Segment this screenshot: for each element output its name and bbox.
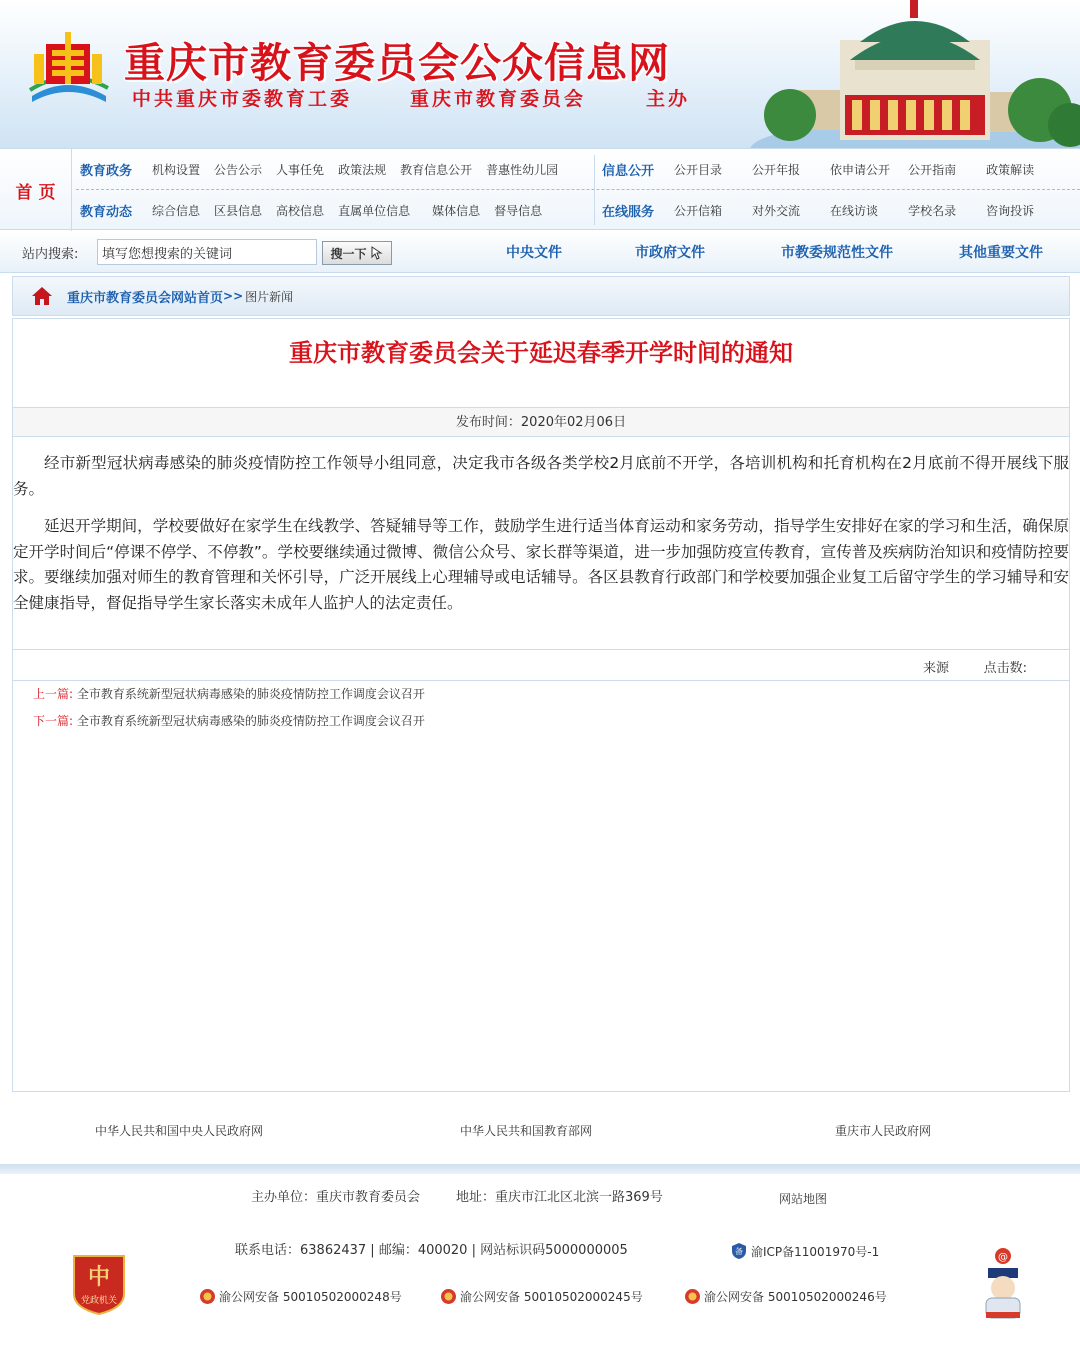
- police-emblem-icon: [684, 1288, 701, 1305]
- police-record-link-1[interactable]: [199, 1288, 402, 1305]
- footer-contact: 联系电话：63862437 | 邮编：400020 | 网站标识码5000000005: [235, 1243, 628, 1258]
- nav-link-announcements[interactable]: 公告公示: [214, 162, 263, 177]
- nav-link-school-directory[interactable]: 学校名录: [908, 203, 957, 218]
- education-logo-icon: [26, 26, 110, 108]
- shield-icon: [730, 1242, 748, 1260]
- party-gov-badge-icon: [70, 1250, 128, 1316]
- pointer-cursor-icon: [370, 246, 384, 260]
- link-ministry-education[interactable]: 中华人民共和国教育部网: [460, 1124, 593, 1138]
- next-article-link[interactable]: 全市教育系统新型冠状病毒感染的肺炎疫情防控工作调度会议召开: [76, 714, 425, 728]
- search-button[interactable]: [322, 241, 392, 265]
- nav-category-online-services[interactable]: 在线服务: [602, 204, 655, 220]
- nav-category-government-affairs[interactable]: 教育政务: [80, 163, 133, 179]
- nav-home[interactable]: 首 页: [0, 149, 72, 231]
- publish-date: 发布时间：2020年02月06日: [13, 407, 1069, 437]
- nav-column-divider: [594, 155, 595, 225]
- nav-link-public-catalog[interactable]: 公开目录: [674, 162, 723, 177]
- icp-record-link[interactable]: [730, 1242, 879, 1260]
- nav-link-university-info[interactable]: 高校信息: [276, 203, 325, 218]
- next-article: [33, 712, 425, 729]
- home-icon: [31, 286, 53, 306]
- nav-link-regulations[interactable]: 政策法规: [338, 162, 387, 177]
- main-navigation: [0, 148, 1080, 230]
- breadcrumb-separator: >>: [223, 289, 244, 303]
- sponsor-commission: 重庆市教育委员会: [410, 88, 587, 110]
- nav-link-annual-report[interactable]: 公开年报: [752, 162, 801, 177]
- nav-link-info-disclosure[interactable]: 教育信息公开: [400, 162, 473, 177]
- nav-link-apply-disclosure[interactable]: 依申请公开: [830, 162, 891, 177]
- nav-link-policy-interpretation[interactable]: 政策解读: [986, 162, 1035, 177]
- footer-sponsor: 主办单位：重庆市教育委员会: [251, 1190, 421, 1205]
- police-record-link-2[interactable]: [440, 1288, 643, 1305]
- nav-link-complaints[interactable]: 咨询投诉: [986, 203, 1035, 218]
- article-body: [13, 451, 1071, 628]
- badge-text: 党政机关: [80, 1296, 118, 1306]
- police-record-text: 渝公网安备 50010502000248号: [219, 1290, 402, 1304]
- sponsor-party: 中共重庆市委教育工委: [132, 88, 353, 110]
- cyber-police-icon: [978, 1246, 1028, 1322]
- link-central-government[interactable]: 中华人民共和国中央人民政府网: [95, 1124, 264, 1138]
- police-emblem-icon: [199, 1288, 216, 1305]
- prev-article: [33, 685, 425, 702]
- footer-divider: [0, 1164, 1080, 1174]
- nav-link-public-guide[interactable]: 公开指南: [908, 162, 957, 177]
- nav-category-info-public[interactable]: 信息公开: [602, 163, 655, 179]
- police-emblem-icon: [440, 1288, 457, 1305]
- police-record-link-3[interactable]: [684, 1288, 887, 1305]
- nav-link-appointments[interactable]: 人事任免: [276, 162, 325, 177]
- nav-row-online-services: [602, 190, 1048, 230]
- police-record-text: 渝公网安备 50010502000246号: [704, 1290, 887, 1304]
- doc-link-commission[interactable]: 市教委规范性文件: [781, 245, 893, 261]
- nav-category-education-news[interactable]: 教育动态: [80, 204, 133, 220]
- police-record-text: 渝公网安备 50010502000245号: [460, 1290, 643, 1304]
- nav-link-exchange[interactable]: 对外交流: [752, 203, 801, 218]
- nav-row-info-public: [602, 149, 1048, 189]
- friend-links: [0, 1112, 1080, 1152]
- nav-link-affiliated-info[interactable]: 直属单位信息: [338, 203, 411, 218]
- footer-address: 地址：重庆市江北区北滨一路369号: [456, 1190, 663, 1205]
- doc-link-central[interactable]: 中央文件: [506, 245, 562, 261]
- nav-row-government-affairs: [80, 149, 572, 189]
- click-count-label: 点击数:: [983, 661, 1027, 676]
- article-meta-bar: [13, 649, 1069, 681]
- cyber-police-badge[interactable]: [978, 1246, 1028, 1322]
- nav-link-organization[interactable]: 机构设置: [152, 162, 201, 177]
- party-gov-badge[interactable]: [70, 1250, 128, 1316]
- sponsor-label: 主办: [646, 88, 691, 110]
- search-input[interactable]: [97, 239, 317, 265]
- article-title: 重庆市教育委员会关于延迟春季开学时间的通知: [289, 339, 793, 367]
- doc-link-other[interactable]: 其他重要文件: [959, 245, 1043, 261]
- nav-link-media-info[interactable]: 媒体信息: [432, 203, 481, 218]
- sitemap-link[interactable]: 网站地图: [779, 1192, 828, 1206]
- link-chongqing-government[interactable]: 重庆市人民政府网: [835, 1124, 932, 1138]
- article-paragraph: 经市新型冠状病毒感染的肺炎疫情防控工作领导小组同意，决定我市各级各类学校2月底前不开学，各培训机构和托育机构在2月底前不得开展线下服务。: [13, 454, 1069, 498]
- svg-text:中: 中: [87, 1264, 111, 1290]
- icp-record-text: 渝ICP备11001970号-1: [751, 1244, 880, 1259]
- prev-article-label: 上一篇:: [33, 687, 74, 701]
- breadcrumb-home-link[interactable]: 重庆市教育委员会网站首页: [67, 290, 224, 306]
- source-label: 来源: [922, 661, 949, 676]
- site-title: 重庆市教育委员会公众信息网: [124, 39, 670, 87]
- article-paragraph: 延迟开学期间，学校要做好在家学生在线教学、答疑辅导等工作，鼓励学生进行适当体育运动和家务劳动，指导学生安排好在家的学习和生活，确保原定开学时间后“停课不停学、不停教”。学校要继续通过微博、微信公众号、家长群等渠道，进一步加强防疫宣传教育，宣传普及疾病防治知识和疫情防控要求。要继续加强对师生的教育管理和关怀引导，广泛开展线上心理辅导或电话辅导。各区县教育行政部门和学校要加强企业复工后留守学生的学习辅导和安全健康指导，督促指导学生家长落实未成年人监护人的法定责任。: [13, 517, 1069, 612]
- nav-link-supervision-info[interactable]: 督导信息: [494, 203, 543, 218]
- nav-link-kindergartens[interactable]: 普惠性幼儿园: [486, 162, 559, 177]
- nav-link-district-info[interactable]: 区县信息: [214, 203, 263, 218]
- site-footer: [0, 1174, 1080, 1358]
- next-article-label: 下一篇:: [33, 714, 74, 728]
- doc-link-municipal[interactable]: 市政府文件: [635, 245, 705, 261]
- search-label: 站内搜索:: [22, 247, 79, 262]
- great-hall-illustration: [750, 0, 1080, 148]
- svg-text:备: 备: [735, 1247, 743, 1256]
- article-panel: [12, 318, 1070, 1092]
- nav-link-interviews[interactable]: 在线访谈: [830, 203, 879, 218]
- search-button-label: 搜一下: [330, 246, 367, 261]
- nav-row-education-news: [80, 190, 556, 230]
- svg-text:@: @: [998, 1252, 1008, 1263]
- breadcrumb-current[interactable]: 图片新闻: [245, 289, 294, 304]
- search-bar: [0, 231, 1080, 273]
- breadcrumb: [12, 276, 1070, 316]
- site-header: [0, 0, 1080, 148]
- nav-link-general-info[interactable]: 综合信息: [152, 203, 201, 218]
- prev-article-link[interactable]: 全市教育系统新型冠状病毒感染的肺炎疫情防控工作调度会议召开: [76, 687, 425, 701]
- nav-link-mailbox[interactable]: 公开信箱: [674, 203, 723, 218]
